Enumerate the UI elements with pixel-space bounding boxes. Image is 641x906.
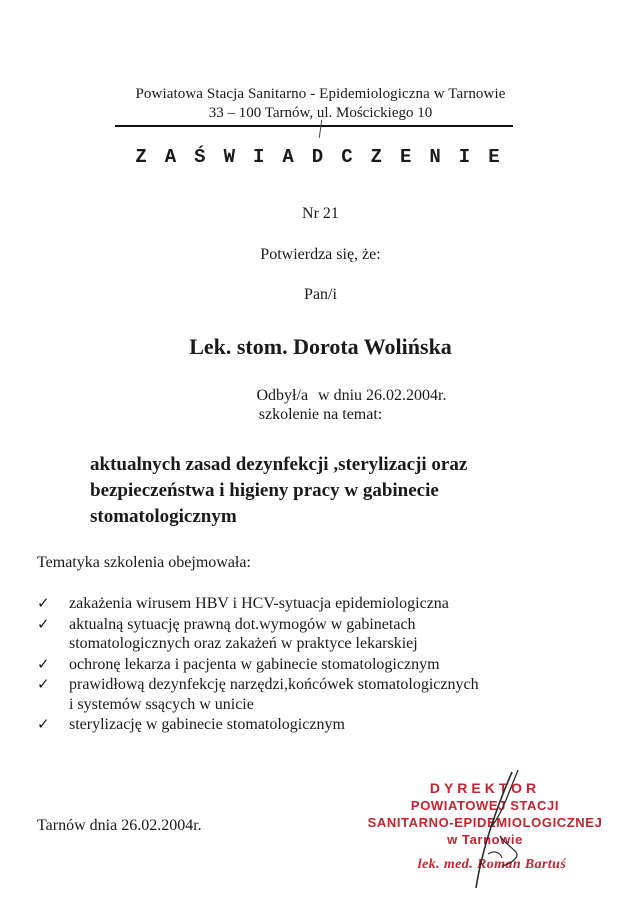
list-item-text: aktualną sytuację prawną dot.wymogów w gabinetach [69, 615, 416, 633]
stamp-line: SANITARNO-EPIDEMIOLOGICZNEJ [367, 815, 603, 830]
list-item-text: ochronę lekarza i pacjenta w gabinecie stomatologicznym [69, 655, 440, 673]
attendance-prefix: Odbył/a [256, 387, 309, 404]
check-icon: ✓ [37, 675, 50, 693]
certificate-number: Nr 21 [302, 205, 339, 222]
training-label: szkolenie na temat: [258, 406, 383, 423]
stamp-line: DYREKTOR [429, 780, 541, 796]
person-name: Lek. stom. Dorota Wolińska [189, 334, 452, 359]
list-item [37, 594, 597, 614]
confirmation-text: Potwierdza się, że: [260, 246, 381, 263]
list-item-text: stomatologicznych oraz zakażeń w praktyce lekarskiej [69, 635, 418, 652]
list-item [37, 715, 597, 735]
institution-address: 33 – 100 Tarnów, ul. Mościckiego 10 [208, 105, 433, 121]
topic-line: stomatologicznym [90, 506, 237, 527]
salutation: Pan/i [304, 286, 337, 303]
stamp-line: w Tarnowie [447, 832, 523, 847]
check-icon: ✓ [37, 715, 50, 733]
check-icon: ✓ [37, 594, 50, 612]
list-item-text: prawidłową dezynfekcję narzędzi,końcówek stomatologicznych [69, 676, 479, 693]
scope-label: Tematyka szkolenia obejmowała: [37, 554, 251, 571]
list-item-text: zakażenia wirusem HBV i HCV-sytuacja epidemiologiczna [69, 595, 449, 612]
list-item-text: sterylizację w gabinecie stomatologicznym [69, 716, 345, 733]
institution-name: Powiatowa Stacja Sanitarno - Epidemiologiczna w Tarnowie [135, 86, 506, 102]
topic-line: aktualnych zasad dezynfekcji ,sterylizacji oraz [90, 454, 468, 475]
list-item [37, 655, 597, 675]
check-icon: ✓ [37, 654, 50, 673]
issue-date: Tarnów dnia 26.02.2004r. [37, 817, 202, 834]
handwritten-signature [440, 766, 550, 896]
attendance-date: w dniu 26.02.2004r. [318, 387, 447, 404]
topic-line: bezpieczeństwa i higieny pracy w gabinecie [90, 480, 439, 501]
attendance-line [0, 387, 641, 405]
list-item [37, 615, 597, 654]
stamp-signatory: lek. med. Roman Bartuś [417, 857, 567, 872]
document-title: ZAŚWIADCZENIE [135, 146, 518, 168]
scope-list [37, 594, 597, 736]
training-topic [90, 452, 590, 530]
check-icon: ✓ [37, 614, 50, 633]
stamp-line: POWIATOWEJ STACJI [410, 798, 560, 813]
header-divider [115, 125, 513, 127]
pen-tick-mark [319, 120, 322, 138]
list-item [37, 675, 597, 714]
list-item-text: i systemów ssących w unicie [69, 695, 254, 713]
